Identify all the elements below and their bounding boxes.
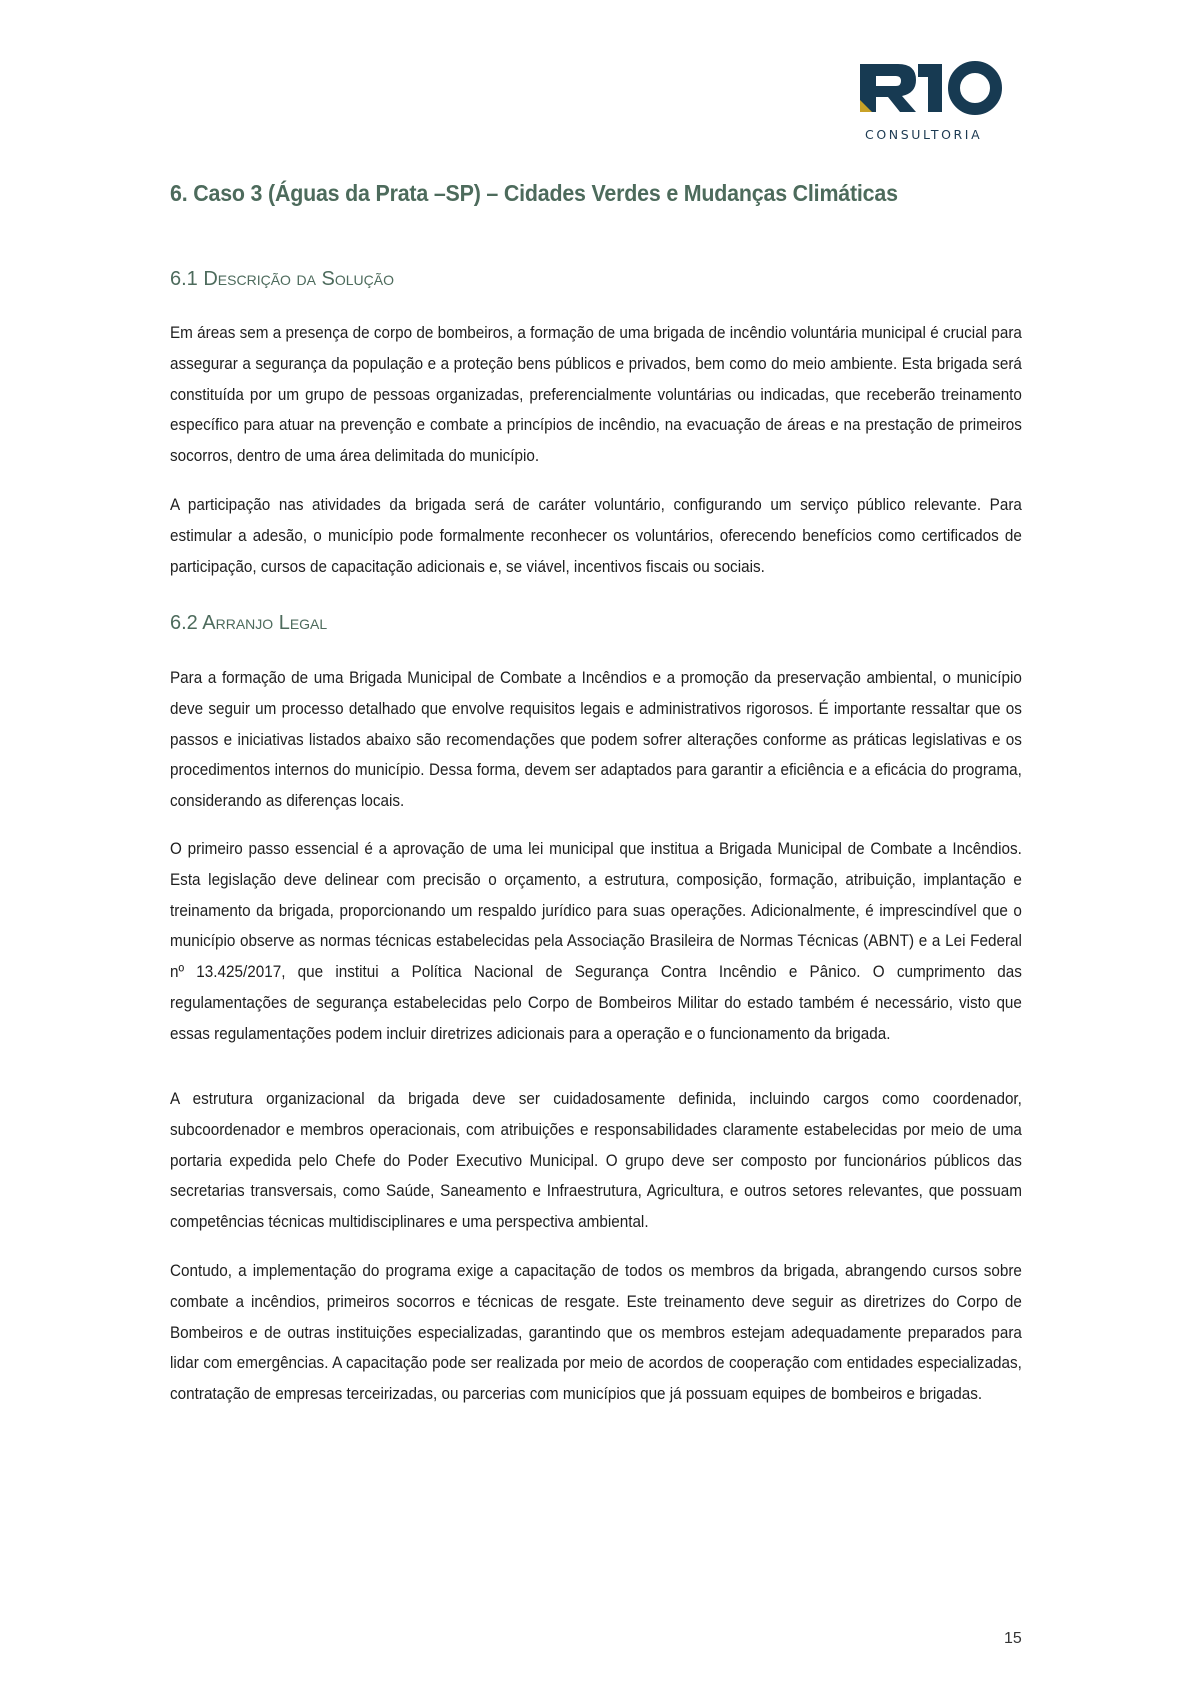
r10-logo-icon	[858, 60, 1018, 130]
company-logo	[858, 60, 1018, 150]
paragraph: Em áreas sem a presença de corpo de bombeiros, a formação de uma brigada de incêndio voluntária municipal é crucial para assegurar a segurança da população e a proteção bens públicos e privados, bem como do meio ambiente. Esta brigada será constituída por um grupo de pessoas organizadas, preferencialmente voluntárias ou indicadas, que receberão treinamento específico para atuar na prevenção e combate a princípios de incêndio, na evacuação de áreas e na prestação de primeiros socorros, dentro de uma área delimitada do município.	[170, 323, 1022, 466]
paragraph: A estrutura organizacional da brigada deve ser cuidadosamente definida, incluindo cargos como coordenador, subcoordenador e membros operacionais, com atribuições e responsabilidades claramente estabelecidas por meio de uma portaria expedida pelo Chefe do Poder Executivo Municipal. O grupo deve ser composto por funcionários públicos das secretarias transversais, como Saúde, Saneamento e Infraestrutura, Agricultura, e outros setores relevantes, que possuam competências técnicas multidisciplinares e uma perspectiva ambiental.	[170, 1089, 1022, 1232]
section-heading-descricao: 6.1 Descrição da Solução	[170, 268, 394, 290]
page-title: 6. Caso 3 (Águas da Prata –SP) – Cidades Verdes e Mudanças Climáticas	[170, 180, 898, 206]
paragraph: Contudo, a implementação do programa exige a capacitação de todos os membros da brigada, abrangendo cursos sobre combate a incêndios, primeiros socorros e técnicas de resgate. Este treinamento deve seguir as diretrizes do Corpo de Bombeiros e de outras instituições especializadas, garantindo que os membros estejam adequadamente preparados para lidar com emergências. A capacitação pode ser realizada por meio de acordos de cooperação com entidades especializadas, contratação de empresas terceirizadas, ou parcerias com municípios que já possuam equipes de bombeiros e brigadas.	[170, 1261, 1022, 1404]
page-number: 15	[1004, 1630, 1022, 1647]
logo-subtitle: CONSULTORIA	[865, 127, 983, 142]
section-heading-arranjo-legal: 6.2 Arranjo Legal	[170, 612, 328, 634]
paragraph: A participação nas atividades da brigada será de caráter voluntário, configurando um serviço público relevante. Para estimular a adesão, o município pode formalmente reconhecer os voluntários, oferecendo benefícios como certificados de participação, cursos de capacitação adicionais e, se viável, incentivos fiscais ou sociais.	[170, 495, 1022, 576]
paragraph: O primeiro passo essencial é a aprovação de uma lei municipal que institua a Brigada Municipal de Combate a Incêndios. Esta legislação deve delinear com precisão o orçamento, a estrutura, composição, formação, atribuição, implantação e treinamento da brigada, proporcionando um respaldo jurídico para suas operações. Adicionalmente, é imprescindível que o município observe as normas técnicas estabelecidas pela Associação Brasileira de Normas Técnicas (ABNT) e a Lei Federal nº 13.425/2017, que institui a Política Nacional de Segurança Contra Incêndio e Pânico. O cumprimento das regulamentações de segurança estabelecidas pelo Corpo de Bombeiros Militar do estado também é necessário, visto que essas regulamentações podem incluir diretrizes adicionais para a operação e o funcionamento da brigada.	[170, 839, 1022, 1043]
paragraph: Para a formação de uma Brigada Municipal de Combate a Incêndios e a promoção da preservação ambiental, o município deve seguir um processo detalhado que envolve requisitos legais e administrativos rigorosos. É importante ressaltar que os passos e iniciativas listados abaixo são recomendações que podem sofrer alterações conforme as práticas legislativas e os procedimentos internos do município. Dessa forma, devem ser adaptados para garantir a eficiência e a eficácia do programa, considerando as diferenças locais.	[170, 668, 1022, 811]
